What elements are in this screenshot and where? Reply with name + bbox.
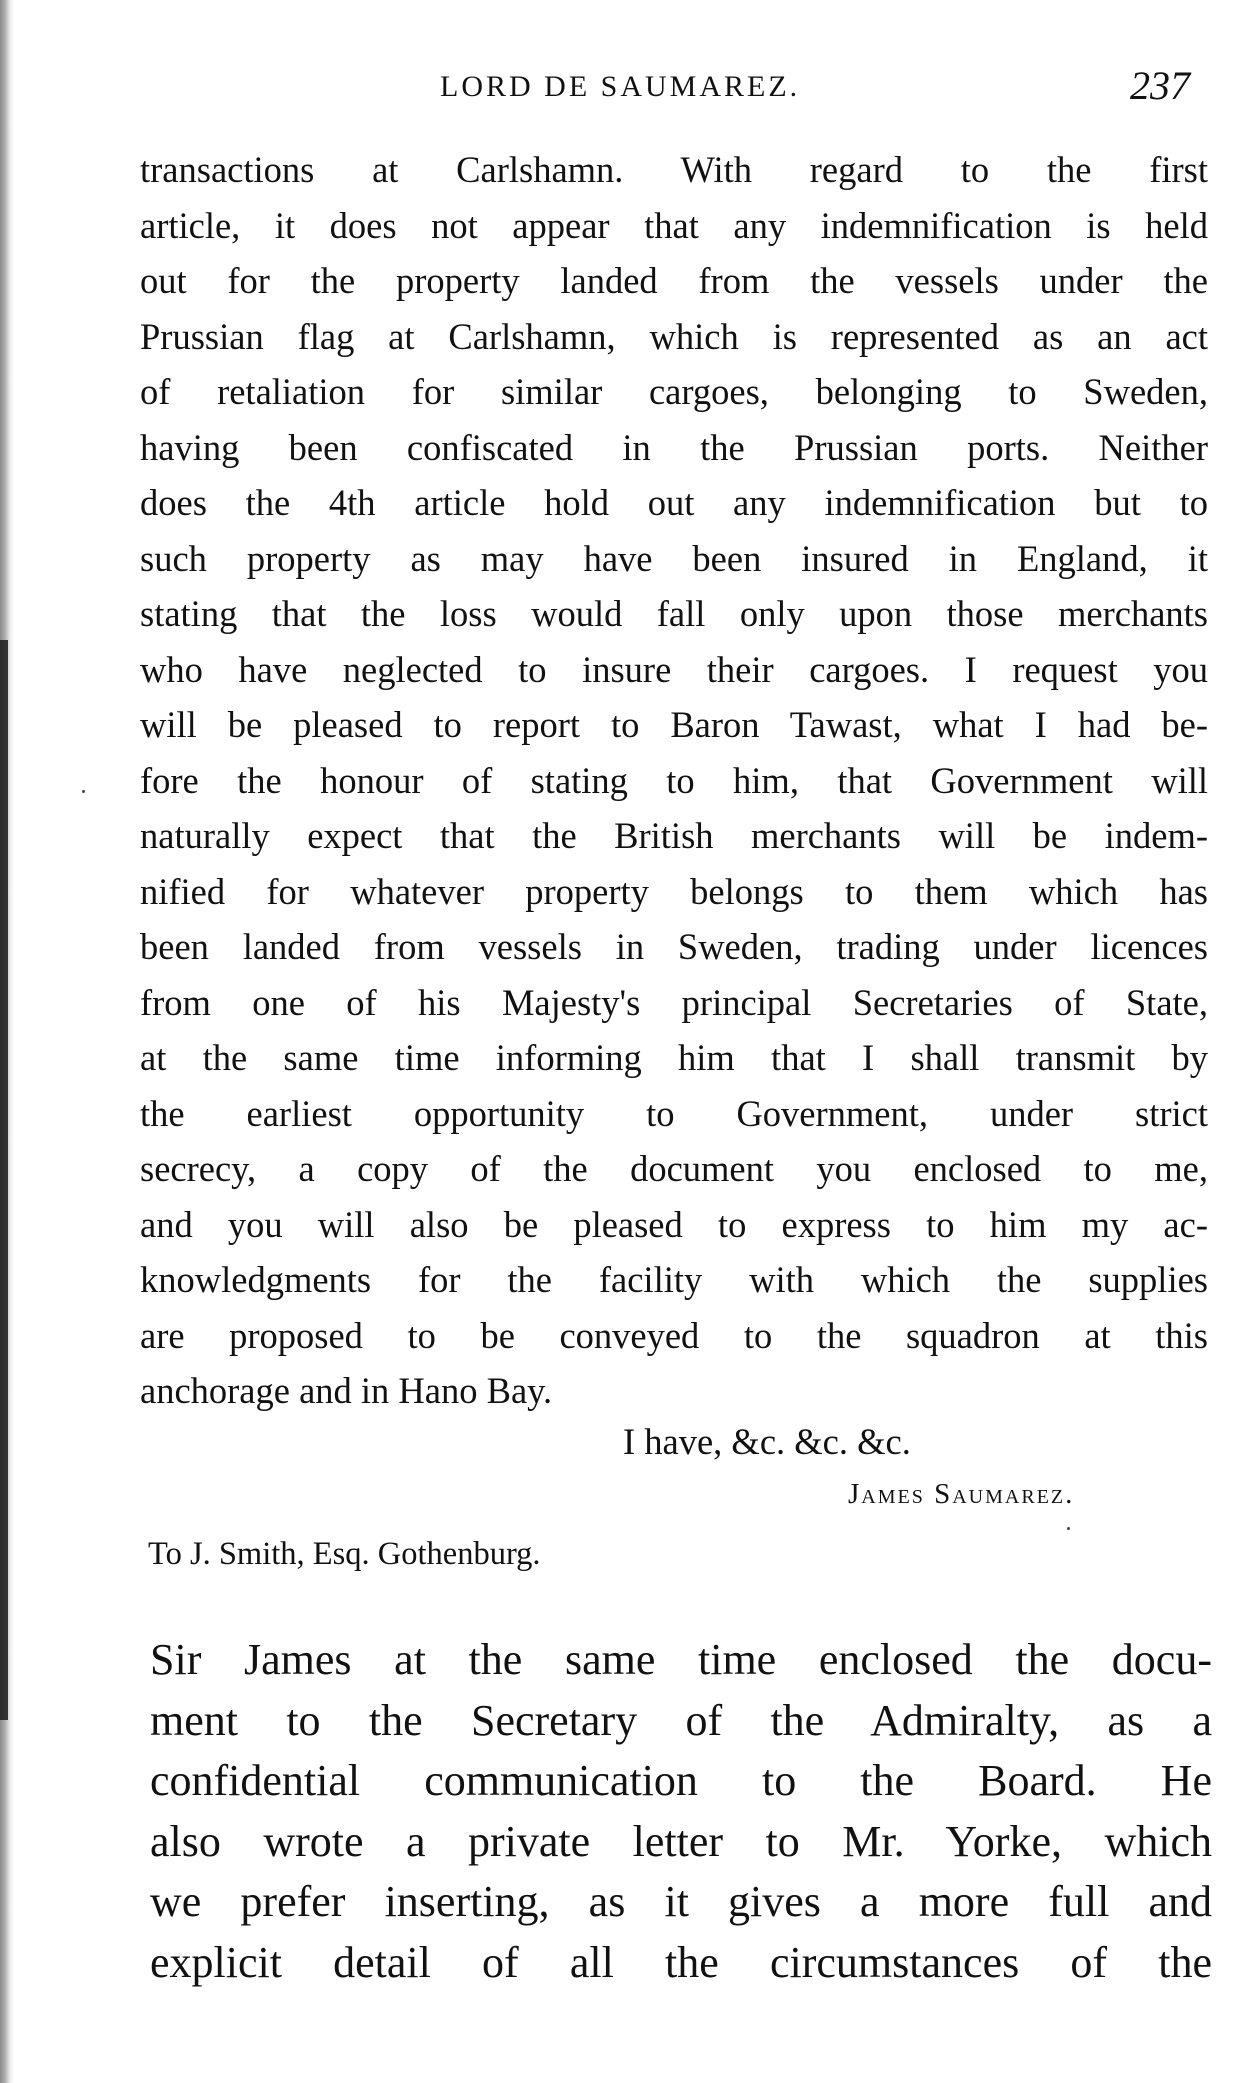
letter-line: article, it does not appear that any indemnification is held — [140, 204, 1208, 246]
letter-line: stating that the loss would fall only upon those merchants — [140, 593, 1208, 634]
letter-line: at the same time informing him that I shall transmit by — [140, 1037, 1208, 1078]
letter-line: such property as may have been insured in England, it — [140, 537, 1208, 579]
letter-line: are proposed to be conveyed to the squadron at this — [140, 1314, 1208, 1356]
letter-line: having been confiscated in the Prussian ports. Neither — [140, 426, 1208, 468]
narrative-line: confidential communication to the Board. He — [150, 1756, 1212, 1805]
page-header — [140, 62, 1210, 122]
ink-speck — [1067, 1527, 1070, 1530]
letter-body — [140, 142, 1208, 1419]
letter-addressee: To J. Smith, Esq. Gothenburg. — [148, 1536, 541, 1572]
letter-line: the earliest opportunity to Government, under strict — [140, 1092, 1208, 1134]
letter-line: anchorage and in Hano Bay. — [140, 1370, 553, 1411]
ink-speck — [82, 790, 85, 793]
letter-signature: James Saumarez. — [848, 1478, 1075, 1510]
page-number: 237 — [1130, 63, 1190, 108]
letter-line: who have neglected to insure their cargoes. I request you — [140, 648, 1208, 690]
narrative-line: Sir James at the same time enclosed the docu- — [150, 1635, 1212, 1684]
letter-line: been landed from vessels in Sweden, trading under licences — [140, 926, 1208, 967]
letter-line: does the 4th article hold out any indemnification but to — [140, 482, 1208, 523]
narrative-line: also wrote a private letter to Mr. Yorke, which — [150, 1816, 1212, 1866]
letter-line: nified for whatever property belongs to them which has — [140, 870, 1208, 912]
letter-closing: I have, &c. &c. &c. — [623, 1421, 911, 1462]
letter-line: of retaliation for similar cargoes, belonging to Sweden, — [140, 371, 1208, 412]
narrative-line: ment to the Secretary of the Admiralty, as a — [150, 1695, 1212, 1745]
letter-line: transactions at Carlshamn. With regard to the first — [140, 149, 1208, 190]
narrative-paragraph — [150, 1630, 1212, 1993]
letter-line: naturally expect that the British merchants will be indem- — [140, 815, 1208, 856]
letter-line: out for the property landed from the vessels under the — [140, 260, 1208, 301]
running-title: LORD DE SAUMAREZ. — [440, 70, 801, 103]
letter-line: from one of his Majesty's principal Secretaries of State, — [140, 981, 1208, 1023]
letter-line: and you will also be pleased to express to him my ac- — [140, 1203, 1208, 1245]
letter-line: fore the honour of stating to him, that Government will — [140, 759, 1208, 801]
letter-line: will be pleased to report to Baron Tawast, what I had be- — [140, 704, 1208, 745]
narrative-line: we prefer inserting, as it gives a more full and — [150, 1877, 1212, 1926]
letter-line: Prussian flag at Carlshamn, which is represented as an act — [140, 315, 1208, 357]
binding-shadow — [0, 640, 8, 1720]
narrative-line: explicit detail of all the circumstances of the — [150, 1937, 1212, 1987]
letter-line: secrecy, a copy of the document you enclosed to me, — [140, 1148, 1208, 1189]
letter-line: knowledgments for the facility with which the supplies — [140, 1259, 1208, 1300]
